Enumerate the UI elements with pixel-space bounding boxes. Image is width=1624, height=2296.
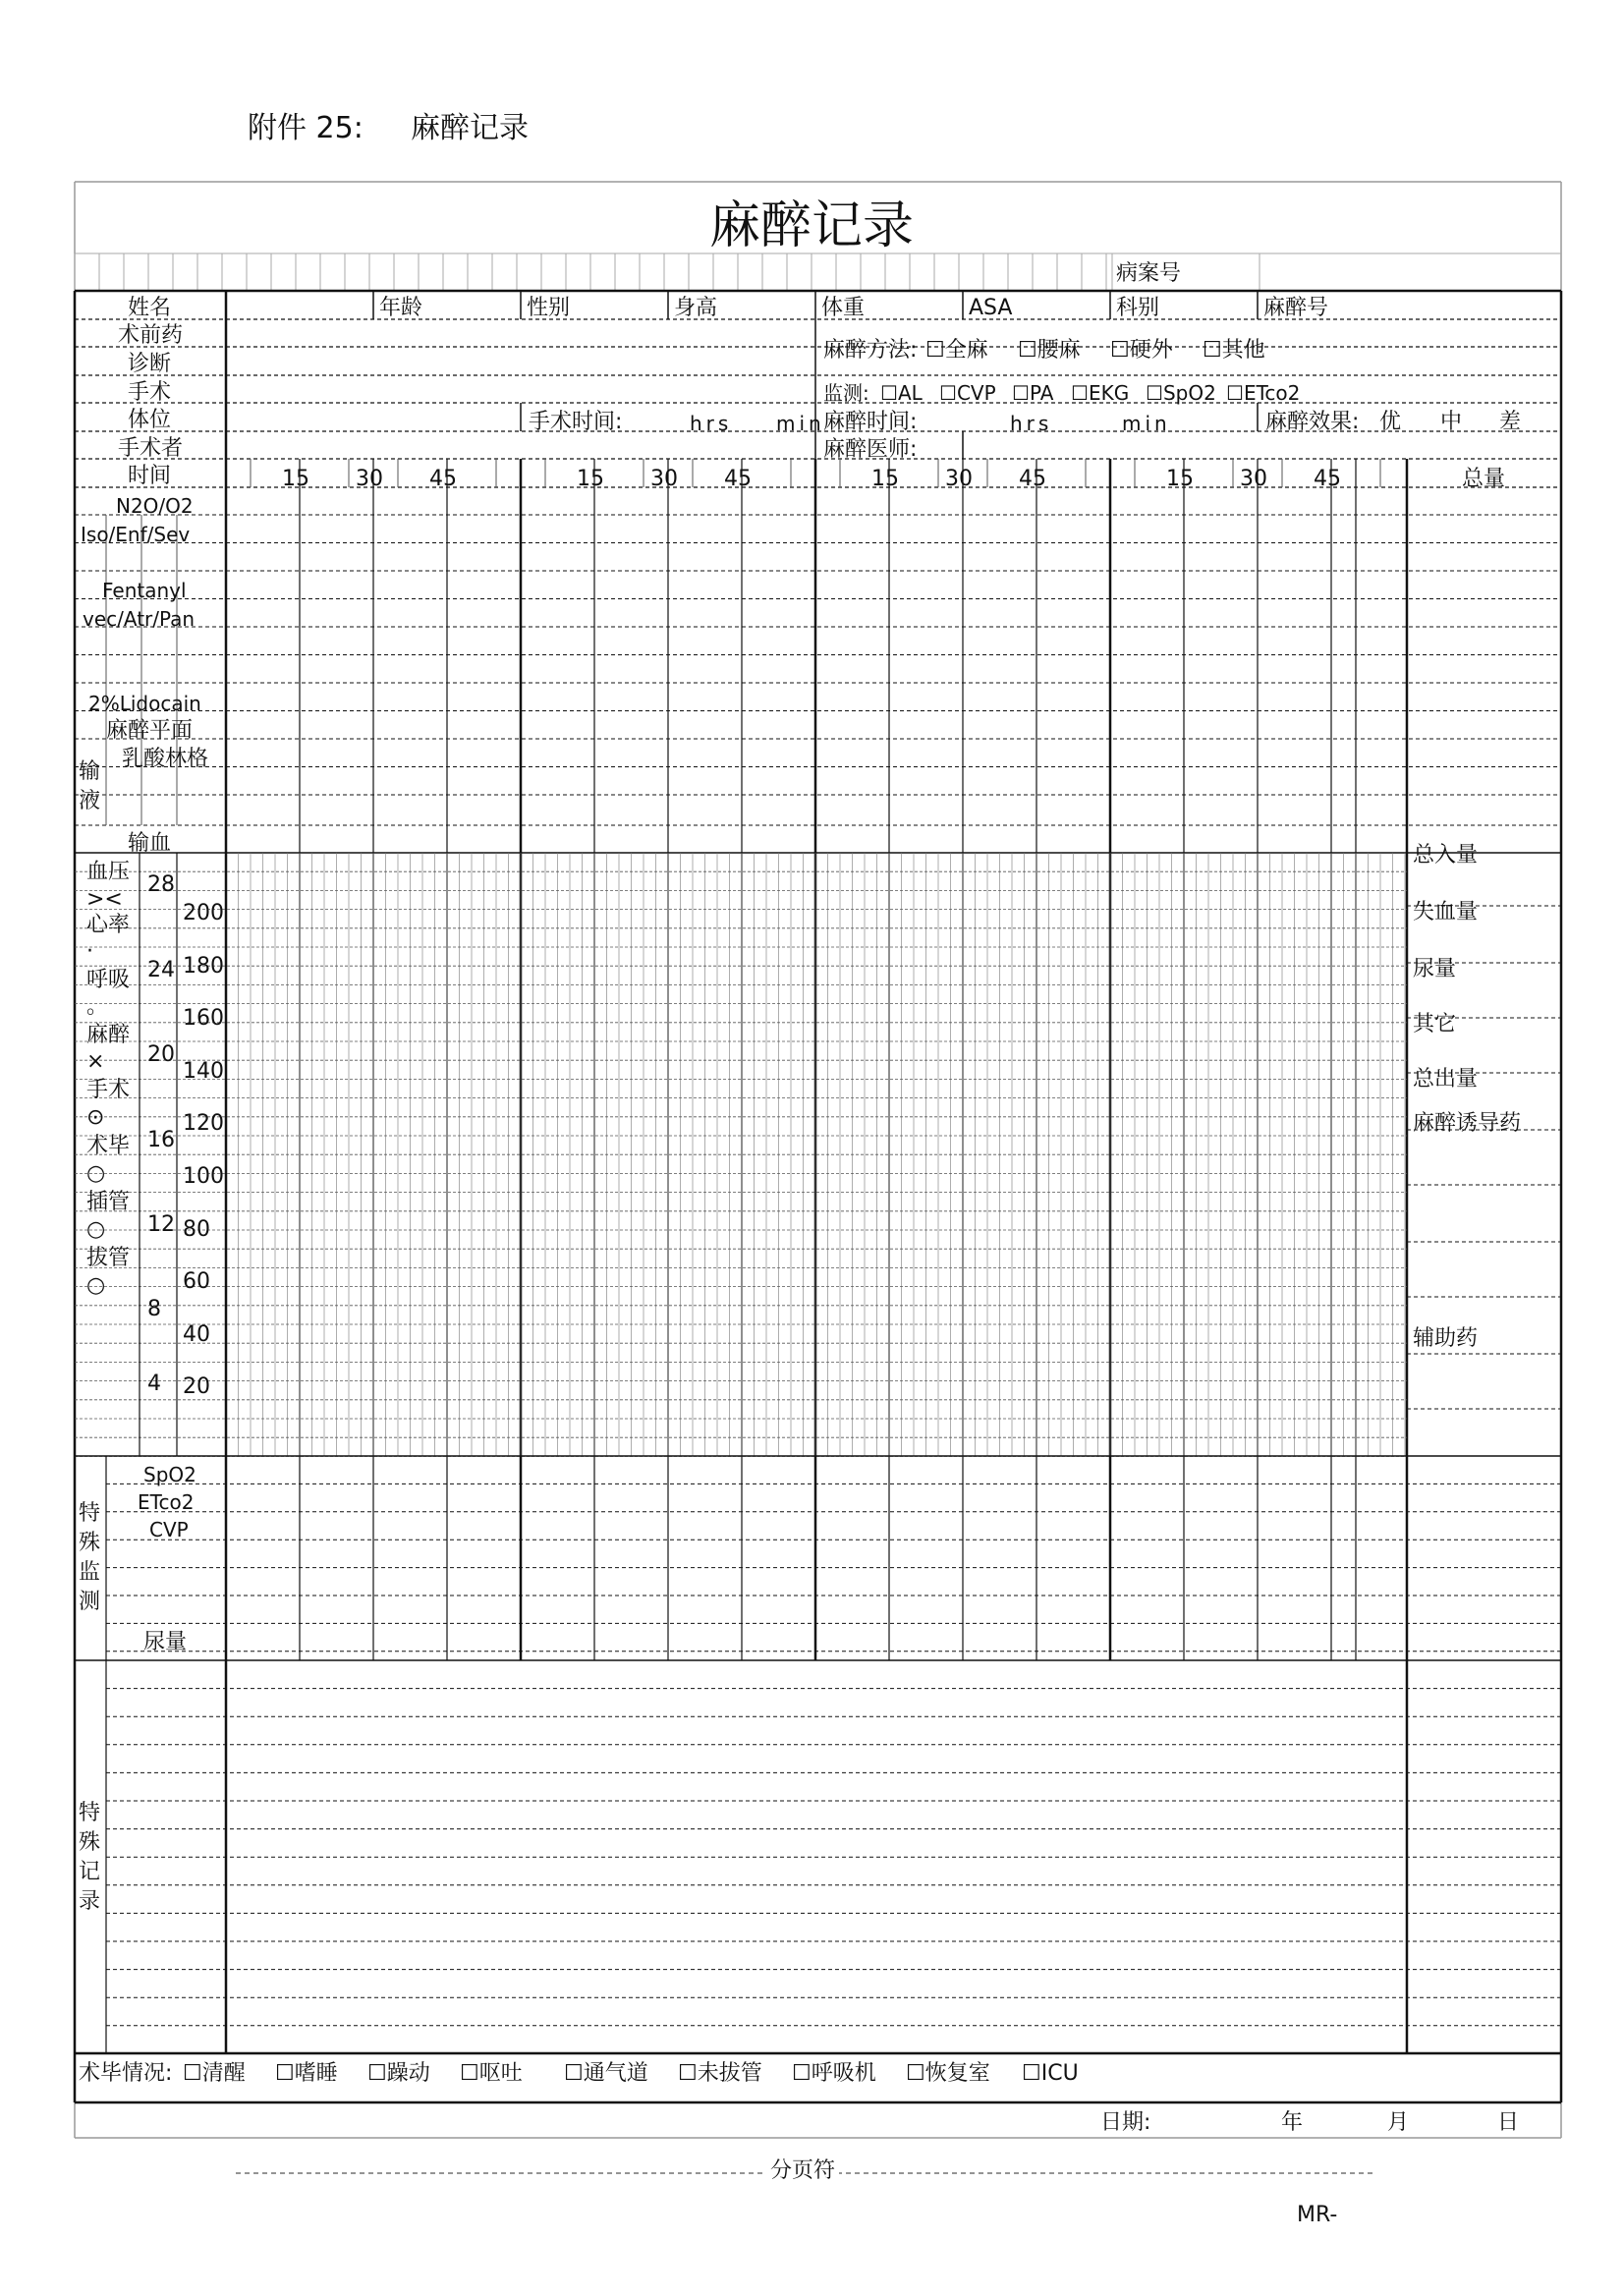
infusion-label-2: 液 [79, 789, 101, 813]
vitals-legend-item: × [86, 1049, 105, 1074]
post-op-option[interactable]: ☐通气道 [564, 2061, 648, 2086]
infusion-label-1: 输 [79, 759, 101, 784]
special-monitor-2: 殊 [79, 1531, 101, 1555]
time-tick: 45 [1314, 467, 1341, 491]
post-op-option[interactable]: ☐呕吐 [460, 2061, 523, 2086]
form-title: 麻醉记录 [709, 196, 915, 255]
time-tick: 30 [650, 467, 678, 491]
op-time-min: min [776, 412, 825, 435]
time-tick: 30 [1240, 467, 1267, 491]
special-monitor-1: 特 [79, 1501, 101, 1526]
bp-scale-label: 160 [183, 1006, 224, 1032]
vitals-right-label: 其它 [1413, 1012, 1457, 1036]
vitals-legend-item: ○ [86, 1217, 106, 1242]
time-label: 时间 [128, 464, 172, 488]
drug-lidocain: 2%Lidocain [88, 692, 201, 715]
resp-scale-label: 4 [147, 1372, 161, 1396]
special-monitor-4: 测 [79, 1590, 101, 1614]
anes-doctor-label: 麻醉医师: [823, 437, 918, 462]
premed-label: 术前药 [118, 323, 184, 348]
time-tick: 15 [577, 467, 604, 491]
monitor-option-cvp[interactable]: ☐CVP [939, 381, 996, 405]
monitor-option-spo2[interactable]: ☐SpO2 [1146, 381, 1216, 405]
effect-medium[interactable]: 中 [1440, 410, 1463, 434]
anes-plane: 麻醉平面 [106, 718, 194, 743]
surgeon-label: 手术者 [118, 436, 184, 461]
anes-method-label: 麻醉方法: [823, 338, 918, 363]
date-year: 年 [1281, 2110, 1304, 2135]
monitor-option-etco2[interactable]: ☐ETco2 [1226, 381, 1301, 405]
drug-vec: vec/Atr/Pan [83, 607, 196, 631]
post-op-option[interactable]: ☐未拔管 [678, 2061, 762, 2086]
method-option-spinal[interactable]: ☐腰麻 [1018, 338, 1081, 363]
total-label: 总量 [1462, 467, 1506, 491]
vitals-right-label: 失血量 [1413, 900, 1479, 924]
vitals-legend-item: 。 [86, 994, 109, 1019]
special-record-2: 殊 [79, 1830, 101, 1855]
method-option-general[interactable]: ☐全麻 [925, 338, 988, 363]
drug-fentanyl: Fentanyl [102, 579, 187, 602]
vitals-right-label: 辅助药 [1413, 1326, 1479, 1351]
mr-number: MR- [1297, 2203, 1338, 2227]
record-no-label: 病案号 [1116, 261, 1182, 286]
anes-no-label: 麻醉号 [1263, 296, 1329, 320]
post-op-label: 术毕情况: [79, 2061, 173, 2086]
attachment-title: 麻醉记录 [411, 111, 529, 145]
bp-scale-label: 120 [183, 1111, 224, 1137]
dept-label: 科别 [1116, 296, 1160, 320]
bp-scale-label: 200 [183, 901, 224, 925]
effect-poor[interactable]: 差 [1499, 410, 1522, 434]
spo2-label: SpO2 [143, 1463, 196, 1486]
bp-scale-label: 140 [183, 1058, 224, 1084]
op-time-hrs: hrs [690, 412, 733, 435]
time-tick: 30 [945, 467, 973, 491]
special-record-4: 录 [79, 1889, 101, 1914]
vitals-legend-item: 拔管 [86, 1246, 131, 1270]
resp-scale-label: 24 [147, 958, 175, 982]
ringer-lactate: 乳酸林格 [122, 747, 209, 771]
position-label: 体位 [128, 408, 172, 432]
etco2-label: ETco2 [138, 1490, 195, 1514]
resp-scale-label: 28 [147, 872, 175, 897]
vitals-legend-item: 心率 [86, 913, 131, 937]
vitals-right-label: 总入量 [1413, 843, 1479, 868]
asa-label: ASA [969, 296, 1013, 320]
vitals-legend-item: · [86, 939, 93, 964]
weight-label: 体重 [821, 296, 866, 320]
monitor-option-pa[interactable]: ☐PA [1012, 381, 1054, 405]
monitor-option-ekg[interactable]: ☐EKG [1071, 381, 1130, 405]
height-label: 身高 [674, 296, 718, 320]
special-record-3: 记 [79, 1860, 101, 1884]
resp-scale-label: 20 [147, 1042, 175, 1067]
vitals-legend-item: ○ [86, 1161, 106, 1186]
bp-scale-label: 80 [183, 1216, 210, 1242]
vitals-legend-item: 术毕 [86, 1134, 131, 1158]
drug-iso: Iso/Enf/Sev [81, 523, 191, 546]
vitals-legend-item: ⊙ [86, 1105, 105, 1130]
bp-scale-label: 100 [183, 1164, 224, 1189]
vitals-legend-item: 插管 [86, 1190, 131, 1214]
date-month: 月 [1387, 2110, 1410, 2135]
anes-time-label: 麻醉时间: [823, 410, 918, 434]
post-op-option[interactable]: ☐恢复室 [906, 2061, 990, 2086]
post-op-option[interactable]: ☐呼吸机 [792, 2061, 876, 2086]
time-tick: 15 [282, 467, 309, 491]
post-op-option[interactable]: ☐ICU [1022, 2061, 1079, 2086]
sex-label: 性别 [527, 296, 571, 320]
effect-good[interactable]: 优 [1379, 410, 1402, 434]
vitals-legend-item: 麻醉 [86, 1023, 131, 1047]
time-tick: 30 [356, 467, 383, 491]
post-op-option[interactable]: ☐躁动 [367, 2061, 430, 2086]
vitals-legend-item: 手术 [86, 1078, 131, 1102]
bp-scale-label: 20 [183, 1374, 210, 1400]
post-op-option[interactable]: ☐清醒 [183, 2061, 246, 2086]
bp-scale-label: 40 [183, 1321, 210, 1347]
bp-scale-label: 60 [183, 1269, 210, 1295]
date-label: 日期: [1100, 2110, 1151, 2135]
cvp-label: CVP [149, 1518, 189, 1541]
method-option-epidural[interactable]: ☐硬外 [1110, 338, 1173, 363]
special-record-1: 特 [79, 1801, 101, 1825]
time-tick: 45 [724, 467, 752, 491]
time-tick: 15 [1166, 467, 1194, 491]
vitals-legend-item: 呼吸 [86, 968, 131, 992]
special-monitor-3: 监 [79, 1560, 101, 1585]
anes-effect-label: 麻醉效果: [1265, 410, 1360, 434]
anes-time-hrs: hrs [1010, 412, 1053, 435]
resp-scale-label: 12 [147, 1212, 175, 1237]
diagnosis-label: 诊断 [128, 352, 172, 376]
drug-n2o: N2O/O2 [116, 494, 194, 518]
vitals-legend-item: >< [86, 887, 123, 912]
attachment-number: 附件 25: [248, 111, 364, 145]
monitor-label: 监测: [823, 381, 869, 405]
time-tick: 45 [429, 467, 457, 491]
name-label: 姓名 [128, 296, 172, 320]
vitals-legend-item: 血压 [86, 860, 131, 884]
vitals-right-label: 尿量 [1413, 957, 1457, 981]
resp-scale-label: 16 [147, 1128, 175, 1152]
vitals-right-label: 麻醉诱导药 [1413, 1111, 1522, 1136]
date-day: 日 [1497, 2110, 1520, 2135]
op-time-label: 手术时间: [529, 410, 623, 434]
monitor-option-al[interactable]: ☐AL [880, 381, 923, 405]
bp-scale-label: 180 [183, 953, 224, 979]
surgery-label: 手术 [128, 380, 172, 405]
page-break-label: 分页符 [766, 2160, 839, 2182]
vitals-legend-item: ○ [86, 1273, 106, 1298]
time-tick: 45 [1019, 467, 1046, 491]
vitals-right-label: 总出量 [1413, 1067, 1479, 1092]
post-op-option[interactable]: ☐嗜睡 [275, 2061, 338, 2086]
time-tick: 15 [871, 467, 899, 491]
anes-time-min: min [1122, 412, 1171, 435]
urine-label: 尿量 [143, 1630, 188, 1654]
method-option-other[interactable]: ☐其他 [1203, 338, 1265, 363]
transfusion-label: 输血 [128, 831, 172, 856]
age-label: 年龄 [379, 296, 423, 320]
resp-scale-label: 8 [147, 1297, 161, 1321]
